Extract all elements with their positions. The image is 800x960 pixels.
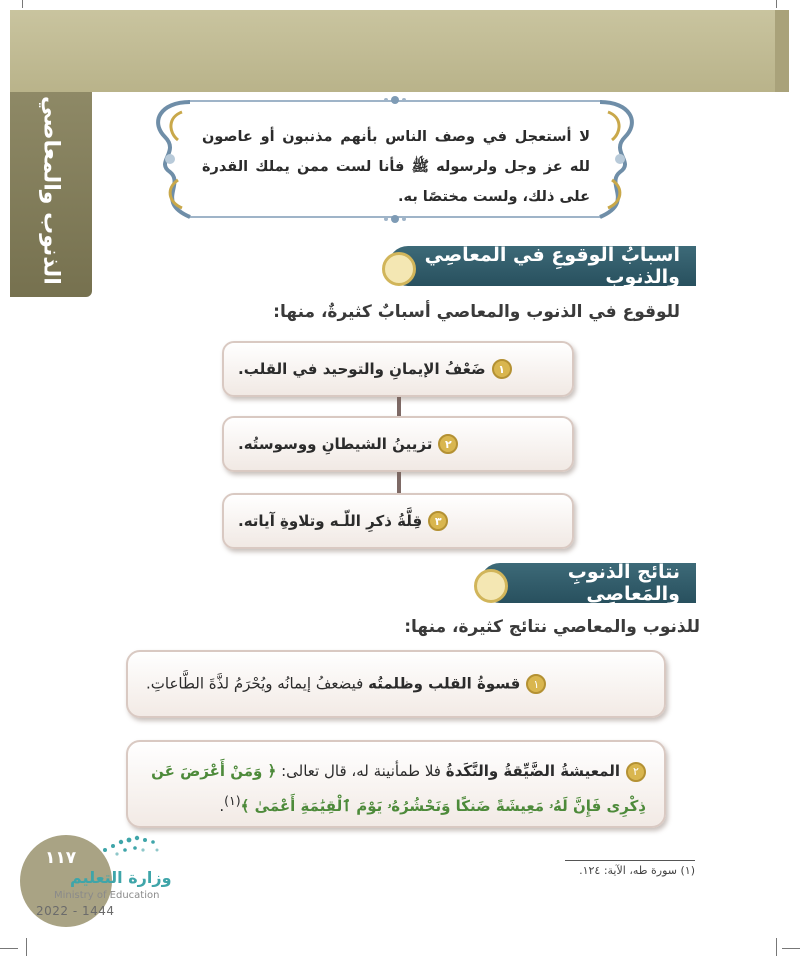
crop-mark [0,948,18,949]
ornament-left-flourish [140,92,200,227]
result-number-badge: ٢ [626,762,646,782]
crop-mark [782,948,800,949]
cause-card-1 [222,341,574,397]
quran-verse: ﴿ وَمَنْ أَعْرَضَ عَن ذِكْرِى فَإِنَّ لَهُۥ مَعِيشَةً ضَنكًا وَنَحْشُرُهُۥ يَوْمَ ٱلْقِيَٰمَةِ أَعْمَىٰ ﴾ [151,762,646,815]
ornament-bottom-mark [380,213,410,225]
cause-text: ضَعْفُ الإيمانِ والتوحيد في القلب. [238,360,486,378]
ministry-name-english: Ministry of Education [54,890,160,901]
crop-mark [22,0,23,8]
cause-text: قِلَّةُ ذكرِ اللّـه وتلاوةِ آياته. [238,512,423,530]
ornament-box [140,92,650,227]
ministry-logo-dots-icon [95,830,165,860]
cause-number-badge: ١ [492,359,512,379]
crop-mark [776,938,777,956]
top-banner [10,10,775,92]
result-number-badge: ١ [526,674,546,694]
section-results-header [480,563,696,603]
footnote-ref: (١) [224,793,241,808]
ornament-top-mark [380,94,410,106]
cause-card-3 [222,493,574,549]
footnote-divider [565,860,695,861]
section-results-intro: للذنوب والمعاصي نتائج كثيرة، منها: [404,617,700,637]
page-number: ١١٧ [45,848,77,868]
chapter-tab-title: الذنوب والمعاصي [38,95,64,285]
section-results-title: نتائج الذنوبِ والمَعاصِي [567,561,680,605]
result-heading: قسوةُ القلب وظلمتُه [368,674,521,693]
edition-year: 2022 - 1444 [36,904,115,918]
cause-card-2 [222,416,574,472]
connector-line [397,470,401,494]
crop-mark [26,938,27,956]
result-text: فيضعفُ إيمانُه ويُحْرَمُ لذَّةَ الطَّاعاتِ. [146,674,369,693]
footnote: (١) سورة طه، الآية: ١٢٤. [579,864,695,877]
cause-text: تزيينُ الشيطانِ ووسوستُه. [238,435,433,453]
section-causes-title: أسبابُ الوقوعِ في المعاصِي والذنوب [424,244,680,288]
crop-mark [776,0,777,8]
section-causes-header [388,246,696,286]
section-causes-intro: للوقوع في الذنوب والمعاصي أسبابٌ كثيرةٌ، منها: [273,302,680,322]
ornament-box-text: لا أستعجل في وصف الناس بأنهم مذنبون أو عاصون لله عز وجل ولرسوله ﷺ فأنا لست ممن يملك القدرة على ذلك، ولست مختصًا به. [202,129,590,205]
result-heading: المعيشةُ الضَّيِّقةُ والنَّكَدةُ [445,762,620,780]
top-corner-tab [775,10,789,92]
cause-number-badge: ٢ [438,434,458,454]
result-card-2: ٢المعيشةُ الضَّيِّقةُ والنَّكَدةُ فلا طمأنينة له، قال تعالى: ﴿ وَمَنْ أَعْرَضَ عَن ذِكْرِى فَإِنَّ لَهُۥ مَعِيشَةً ضَنكًا وَنَحْشُرُهُۥ يَوْمَ ٱلْقِيَٰمَةِ أَعْمَىٰ ﴾$^{(١)}$. [126,740,666,828]
connector-line [397,395,401,417]
ministry-name-arabic: وزارة التعليم [70,868,172,887]
ornament-right-flourish [590,92,650,227]
result-text: فلا طمأنينة له، قال تعالى: [276,762,446,780]
cause-number-badge: ٣ [428,511,448,531]
result-card-1 [126,650,666,718]
